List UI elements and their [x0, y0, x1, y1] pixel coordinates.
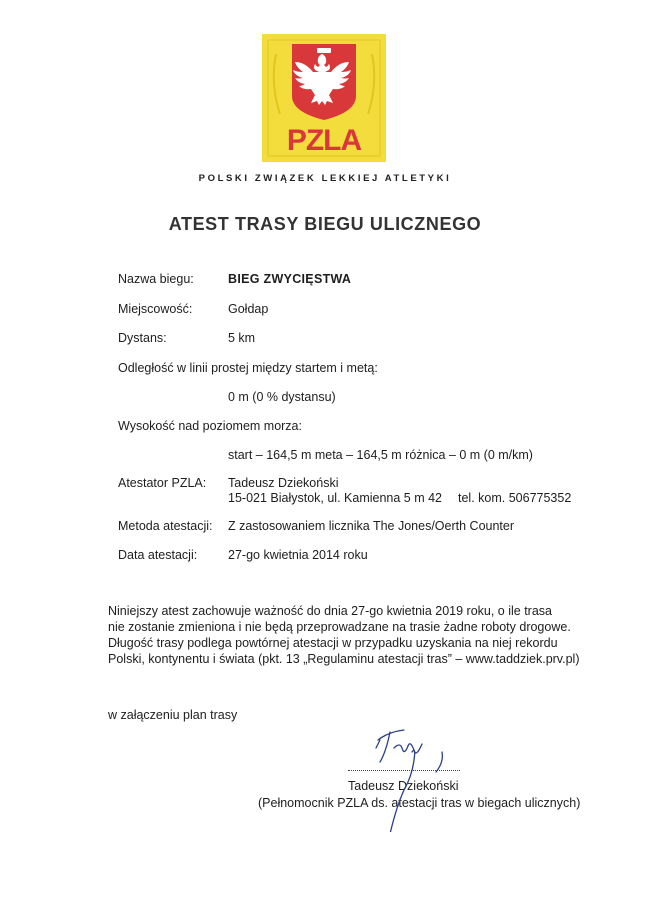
location-value: Gołdap	[228, 302, 269, 316]
pzla-eagle-emblem-icon	[262, 34, 386, 162]
method-value: Z zastosowaniem licznika The Jones/Oerth Counter	[228, 519, 515, 533]
distance-value: 5 km	[228, 331, 256, 345]
date-value: 27-go kwietnia 2014 roku	[228, 548, 368, 562]
svg-text:PZLA: PZLA	[286, 124, 362, 157]
validity-line-3: Długość trasy podlega powtórnej atestacji w przypadku uzyskania na niej rekordu	[108, 636, 558, 650]
certifier-phone: tel. kom. 506775352	[458, 491, 572, 505]
distance-label: Dystans:	[118, 331, 167, 345]
race-name-value: BIEG ZWYCIĘSTWA	[228, 272, 352, 286]
elevation-value: start – 164,5 m meta – 164,5 m różnica – 0 m (0 m/km)	[228, 448, 533, 462]
signatory-role: (Pełnomocnik PZLA ds. atestacji tras w biegach ulicznych)	[258, 796, 581, 810]
location-label: Miejscowość:	[118, 302, 193, 316]
date-label: Data atestacji:	[118, 548, 198, 562]
document-title: ATEST TRASY BIEGU ULICZNEGO	[168, 214, 482, 234]
validity-line-2: nie zostanie zmieniona i nie będą przeprowadzane na trasie żadne roboty drogowe.	[108, 620, 571, 634]
certifier-address: 15-021 Białystok, ul. Kamienna 5 m 42	[228, 491, 443, 505]
signatory-name: Tadeusz Dziekoński	[348, 779, 459, 793]
validity-line-4: Polski, kontynentu i świata (pkt. 13 „Regulaminu atestacji tras” – www.taddziek.prv.pl)	[108, 652, 580, 666]
straight-line-label: Odległość w linii prostej między startem i metą:	[118, 361, 378, 375]
certifier-label: Atestator PZLA:	[118, 476, 207, 490]
validity-line-1: Niniejszy atest zachowuje ważność do dnia 27-go kwietnia 2019 roku, o ile trasa	[108, 604, 552, 618]
attachment-note: w załączeniu plan trasy	[108, 708, 238, 722]
race-name-label: Nazwa biegu:	[118, 272, 194, 286]
organization-name: POLSKI ZWIĄZEK LEKKIEJ ATLETYKI	[198, 173, 452, 184]
signature-scribble-icon	[350, 712, 470, 832]
pzla-logo	[262, 34, 386, 162]
straight-line-value: 0 m (0 % dystansu)	[228, 390, 336, 404]
method-label: Metoda atestacji:	[118, 519, 213, 533]
validity-paragraph	[108, 603, 588, 667]
elevation-label: Wysokość nad poziomem morza:	[118, 419, 302, 433]
handwritten-signature	[350, 712, 470, 832]
certifier-name: Tadeusz Dziekoński	[228, 476, 339, 490]
